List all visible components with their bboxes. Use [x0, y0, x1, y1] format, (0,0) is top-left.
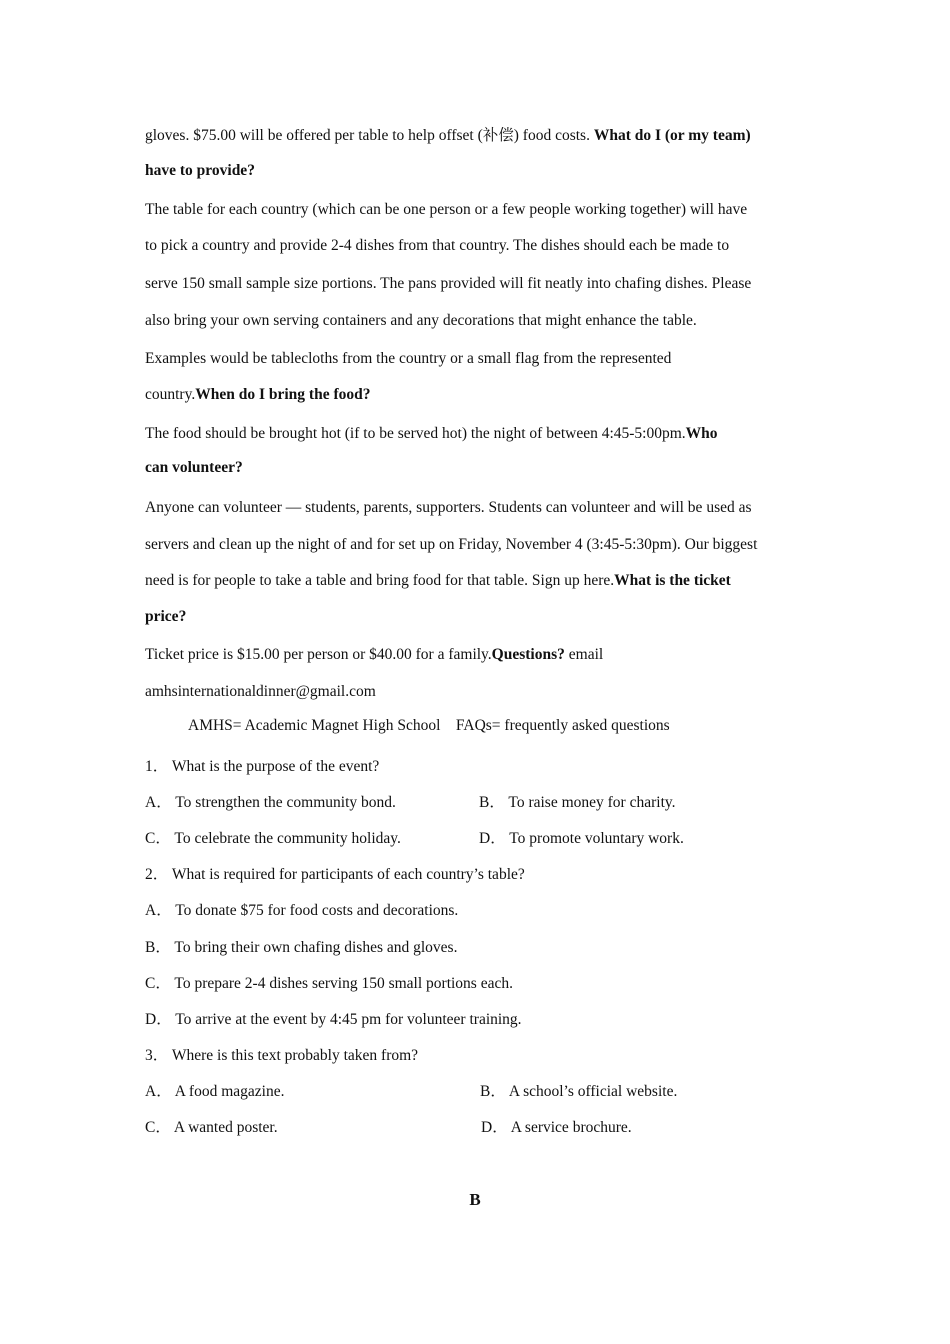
- passage-line: The table for each country (which can be one person or a few people working together) will have: [145, 201, 748, 218]
- option-2a: A． To donate $75 for food costs and decorations.: [145, 902, 459, 919]
- passage-text: need is for people to take a table and bring food for that table. Sign up here.: [145, 572, 615, 589]
- passage-line: [145, 571, 731, 591]
- passage-line: [145, 645, 603, 665]
- passage-line: serve 150 small sample size portions. The pans provided will fit neatly into chafing dishes. Please: [145, 275, 752, 292]
- passage-line: also bring your own serving containers and any decorations that might enhance the table.: [145, 312, 697, 329]
- faq-heading: can volunteer?: [145, 459, 243, 476]
- passage-line: [145, 126, 751, 146]
- faq-heading: Questions?: [491, 646, 565, 663]
- option-3d: D． A service brochure.: [481, 1119, 632, 1136]
- passage-line: to pick a country and provide 2-4 dishes from that country. The dishes should each be made to: [145, 237, 730, 254]
- option-1d: D． To promote voluntary work.: [479, 830, 684, 847]
- section-heading: B: [469, 1190, 481, 1209]
- faq-heading: price?: [145, 608, 187, 625]
- faq-heading: Who: [685, 425, 718, 442]
- email-address: amhsinternationaldinner@gmail.com: [145, 683, 376, 700]
- option-1a: A． To strengthen the community bond.: [145, 794, 396, 811]
- passage-text: The food should be brought hot (if to be served hot) the night of between 4:45-5:00pm.: [145, 425, 686, 442]
- option-2d: D． To arrive at the event by 4:45 pm for volunteer training.: [145, 1011, 522, 1028]
- question-2: 2． What is required for participants of each country’s table?: [145, 866, 525, 883]
- option-2c: C． To prepare 2-4 dishes serving 150 small portions each.: [145, 975, 513, 992]
- passage-text: gloves. $75.00 will be offered per table to help offset (补偿) food costs.: [145, 127, 594, 144]
- option-3a: A． A food magazine.: [145, 1083, 285, 1100]
- option-1b: B． To raise money for charity.: [479, 794, 676, 811]
- passage-text: email: [564, 646, 604, 663]
- faq-heading: have to provide?: [145, 162, 255, 179]
- option-1c: C． To celebrate the community holiday.: [145, 830, 401, 847]
- option-2b: B． To bring their own chafing dishes and gloves.: [145, 939, 458, 956]
- passage-line: Anyone can volunteer — students, parents, supporters. Students can volunteer and will be used as: [145, 499, 752, 516]
- passage-line: servers and clean up the night of and for set up on Friday, November 4 (3:45-5:30pm). Our biggest: [145, 536, 758, 553]
- faq-heading: What do I (or my team): [593, 127, 751, 144]
- passage-line: Examples would be tablecloths from the country or a small flag from the represented: [145, 350, 672, 367]
- passage-text: Ticket price is $15.00 per person or $40.00 for a family.: [145, 646, 492, 663]
- faq-heading: When do I bring the food?: [195, 386, 371, 403]
- question-3: 3． Where is this text probably taken from?: [145, 1047, 419, 1064]
- option-3c: C． A wanted poster.: [145, 1119, 278, 1136]
- passage-line: [145, 424, 718, 444]
- question-1: 1． What is the purpose of the event?: [145, 758, 380, 775]
- abbreviation-note: AMHS= Academic Magnet High School FAQs= frequently asked questions: [188, 717, 670, 734]
- passage-line: [145, 385, 371, 405]
- faq-heading: What is the ticket: [614, 572, 731, 589]
- option-3b: B． A school’s official website.: [480, 1083, 678, 1100]
- passage-text: country.: [145, 386, 196, 403]
